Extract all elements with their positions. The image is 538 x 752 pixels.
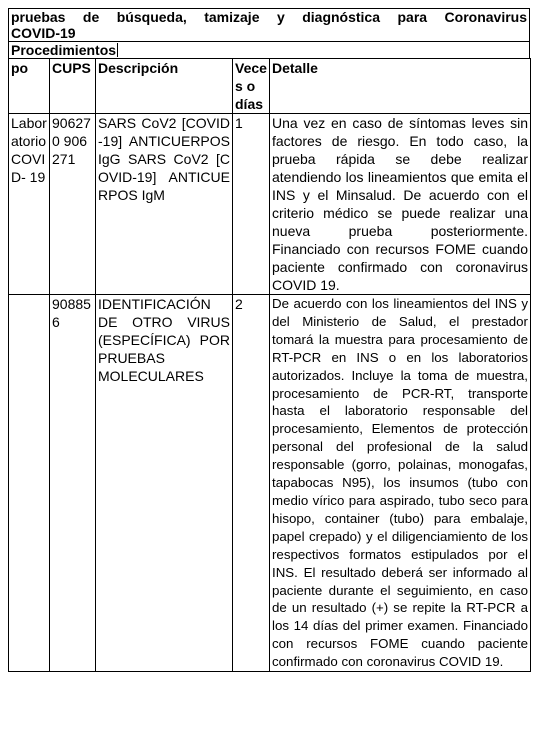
procedures-table [8,58,531,672]
section-heading [9,41,529,58]
document-title-line1: pruebas de búsqueda, tamizaje y diagnóstica para Coronavirus [11,9,527,25]
table-row [9,114,531,295]
document-page [8,8,530,672]
document-title-line2: COVID-19 [11,25,76,41]
cell-cups: 906270 906271 [50,114,96,295]
table-row [9,295,531,672]
col-header-tipo: po [9,59,50,114]
col-header-cups: CUPS [50,59,96,114]
header-box [8,8,530,58]
cell-detalle: Una vez en caso de síntomas leves sin factores de riesgo. En todo caso, la prueba rápida se debe realizar atendiendo los lineamientos que emita el INS y el Minsalud. De acuerdo con el criterio médico se puede realizar una nueva prueba posteriormente. Financiado con recursos FOME cuando paciente confirmado con coronavirus COVID 19. [270,114,531,295]
cell-tipo [9,295,50,672]
cell-descripcion: SARS CoV2 [COVID-19] ANTICUERPOS IgG SARS CoV2 [COVID-19] ANTICUERPOS IgM [96,114,233,295]
col-header-veces: Veces o días [233,59,270,114]
cell-cups: 908856 [50,295,96,672]
text-cursor [117,43,118,57]
col-header-detalle: Detalle [270,59,531,114]
cell-descripcion: IDENTIFICACIÓN DE OTRO VIRUS (ESPECÍFICA) POR PRUEBAS MOLECULARES [96,295,233,672]
table-header-row [9,59,531,114]
cell-veces: 1 [233,114,270,295]
cell-detalle: De acuerdo con los lineamientos del INS y del Ministerio de Salud, el prestador tomará la muestra para procesamiento de RT-PCR en INS o en los laboratorios autorizados. Incluye la toma de muestra, procesamiento de PCR-RT, transporte hasta el laboratorio responsable del procesamiento, Elementos de protección personal del profesional de la salud responsable (gorro, polainas, monogafas, tapabocas N95), los insumos (tubo con medio vírico para aspirado, tubo seco para hisopo, container (tubo) para embalaje, papel crepado) y el diligenciamiento de los respectivos formatos estipulados por el INS. El resultado deberá ser informado al paciente durante el seguimiento, en caso de un resultado (+) se repite la RT-PCR a los 14 días del primer examen. Financiado con recursos FOME cuando paciente confirmado con coronavirus COVID 19. [270,295,531,672]
section-heading-text: Procedimientos [11,42,117,58]
cell-tipo: Laboratorio COVID- 19 [9,114,50,295]
cell-veces: 2 [233,295,270,672]
col-header-descripcion: Descripción [96,59,233,114]
